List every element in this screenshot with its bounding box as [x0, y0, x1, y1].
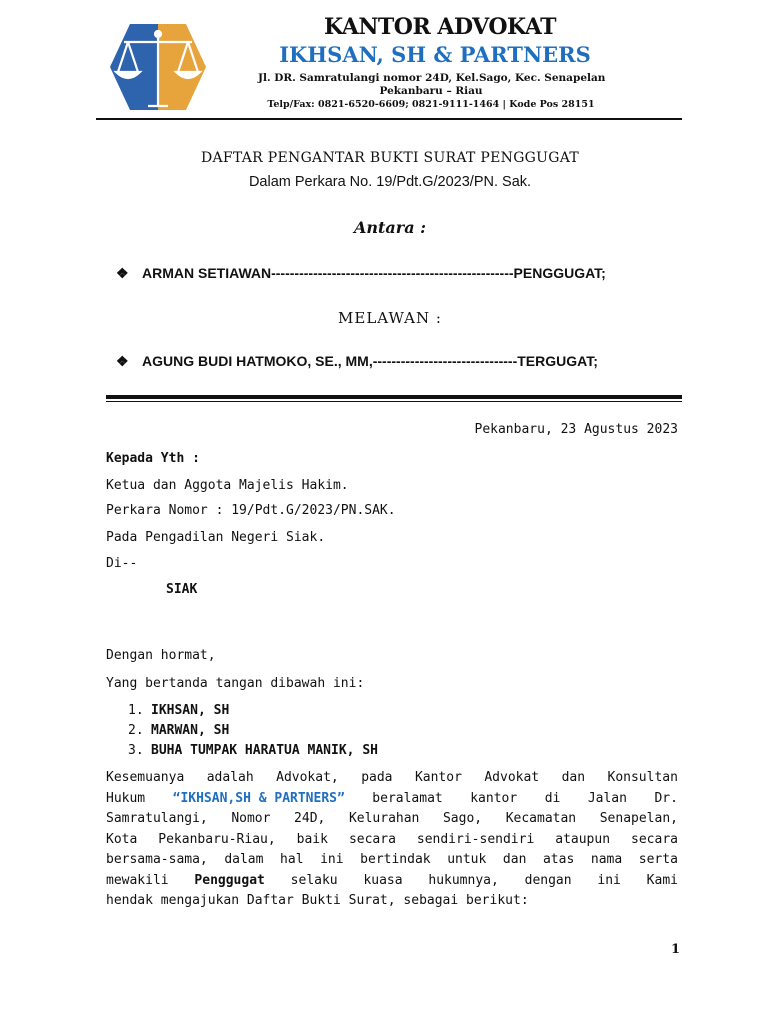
word: Kantor: [414, 770, 462, 785]
paragraph-line: [106, 768, 678, 789]
word: ini: [597, 872, 621, 888]
recipient-city: SIAK: [166, 582, 198, 597]
word: Sago,: [442, 811, 483, 826]
word: Kesemuanya: [106, 770, 185, 785]
firm-logo: [108, 22, 208, 112]
section-divider-thin: [106, 401, 682, 402]
word: Dr.: [654, 790, 678, 806]
word: secara: [348, 831, 396, 847]
diamond-bullet-icon: ❖: [116, 353, 129, 369]
paragraph-line: [106, 891, 678, 912]
word: Konsultan: [607, 770, 678, 785]
word: kuasa: [363, 872, 403, 888]
word: pada: [361, 770, 393, 785]
word: Advokat,: [276, 770, 339, 785]
word: Pekanbaru-Riau,: [158, 831, 276, 847]
word: Hukum: [106, 790, 146, 806]
intro-line: Yang bertanda tangan dibawah ini:: [106, 676, 365, 691]
plaintiff-text: ARMAN SETIAWAN----------------------------------------------------PENGGUGAT;: [142, 265, 606, 281]
case-number: Dalam Perkara No. 19/Pdt.G/2023/PN. Sak.: [248, 174, 532, 190]
word: Nomor: [231, 811, 271, 826]
word: dan: [561, 770, 586, 785]
word: Kami: [646, 872, 678, 888]
word: kantor: [470, 790, 518, 806]
plaintiff-line: [116, 265, 682, 282]
paragraph-line: [106, 830, 678, 851]
list-number: 3.: [128, 743, 144, 758]
paragraph-line: [106, 871, 678, 892]
defendant-text: AGUNG BUDI HATMOKO, SE., MM,-------------------------------TERGUGAT;: [142, 353, 598, 369]
word: secara: [631, 831, 678, 847]
list-number: 1.: [128, 703, 144, 718]
signatory-name: BUHA TUMPAK HARATUA MANIK, SH: [151, 743, 378, 758]
recipient-line-3: Pada Pengadilan Negeri Siak.: [106, 530, 326, 545]
diamond-bullet-icon: ❖: [116, 265, 129, 281]
word: nama: [590, 852, 623, 867]
firm-name-highlight: “IKHSAN,SH & PARTNERS”: [172, 790, 345, 806]
document-title: DAFTAR PENGANTAR BUKTI SURAT PENGGUGAT: [200, 150, 580, 166]
page-number: 1: [670, 942, 680, 957]
word: Kota: [106, 831, 138, 847]
recipient-line-4: Di--: [106, 556, 138, 571]
recipient-line-1: Ketua dan Aggota Majelis Hakim.: [106, 478, 349, 493]
paragraph-last-line: hendak mengajukan Daftar Bukti Surat, sebagai berikut:: [106, 893, 529, 908]
paragraph-line: [106, 809, 678, 830]
word: adalah: [206, 770, 254, 785]
paragraph-line: [106, 789, 678, 810]
word: bersama-sama,: [106, 852, 208, 867]
signatory-name: MARWAN, SH: [151, 723, 230, 738]
word: Senapelan,: [599, 811, 678, 826]
word: hukumnya,: [428, 872, 499, 888]
melawan-label: MELAWAN :: [338, 309, 442, 327]
antara-label: Antara :: [353, 218, 427, 237]
word: atas: [542, 852, 575, 867]
recipient-label: Kepada Yth :: [106, 451, 200, 466]
word: Advokat: [484, 770, 540, 785]
word: untuk: [447, 852, 487, 867]
penggugat-bold: Penggugat: [194, 872, 265, 888]
letter-date: Pekanbaru, 23 Agustus 2023: [474, 422, 678, 437]
logo-right-half: [158, 24, 206, 110]
word: ataupun: [555, 831, 611, 847]
office-type-title: KANTOR ADVOKAT: [324, 14, 556, 40]
word: Samratulangi,: [106, 811, 208, 826]
section-divider-thick: [106, 395, 682, 399]
word: baik: [296, 831, 328, 847]
word: Kelurahan: [348, 811, 420, 826]
word: mewakili: [106, 872, 169, 888]
word: Kecamatan: [505, 811, 577, 826]
word: sendiri-sendiri: [416, 831, 535, 847]
address-line: Jl. DR. Samratulangi nomor 24D, Kel.Sago, Kec. Senapelan: [258, 72, 606, 84]
letterhead-divider: [96, 118, 682, 120]
word: Jalan: [587, 790, 627, 806]
signatory-name: IKHSAN, SH: [151, 703, 230, 718]
word: ini: [320, 852, 344, 867]
word: 24D,: [294, 811, 326, 826]
body-paragraph: [106, 768, 678, 912]
word: hal: [280, 852, 304, 867]
address-city: Pekanbaru – Riau: [379, 85, 483, 97]
recipient-line-2: Perkara Nomor : 19/Pdt.G/2023/PN.SAK.: [106, 503, 396, 518]
word: selaku: [290, 872, 338, 888]
paragraph-line: [106, 850, 678, 871]
word: serta: [638, 852, 678, 867]
word: dengan: [524, 872, 572, 888]
greeting: Dengan hormat,: [106, 648, 216, 663]
list-number: 2.: [128, 723, 144, 738]
word: dan: [502, 852, 527, 867]
defendant-line: [116, 353, 682, 370]
contact-line: Telp/Fax: 0821-6520-6609; 0821-9111-1464 | Kode Pos 28151: [267, 99, 595, 110]
firm-name: IKHSAN, SH & PARTNERS: [279, 42, 591, 67]
word: di: [544, 790, 561, 806]
word: dalam: [224, 852, 264, 867]
logo-left-half: [110, 24, 158, 110]
word: beralamat: [372, 790, 443, 806]
word: bertindak: [360, 852, 431, 867]
